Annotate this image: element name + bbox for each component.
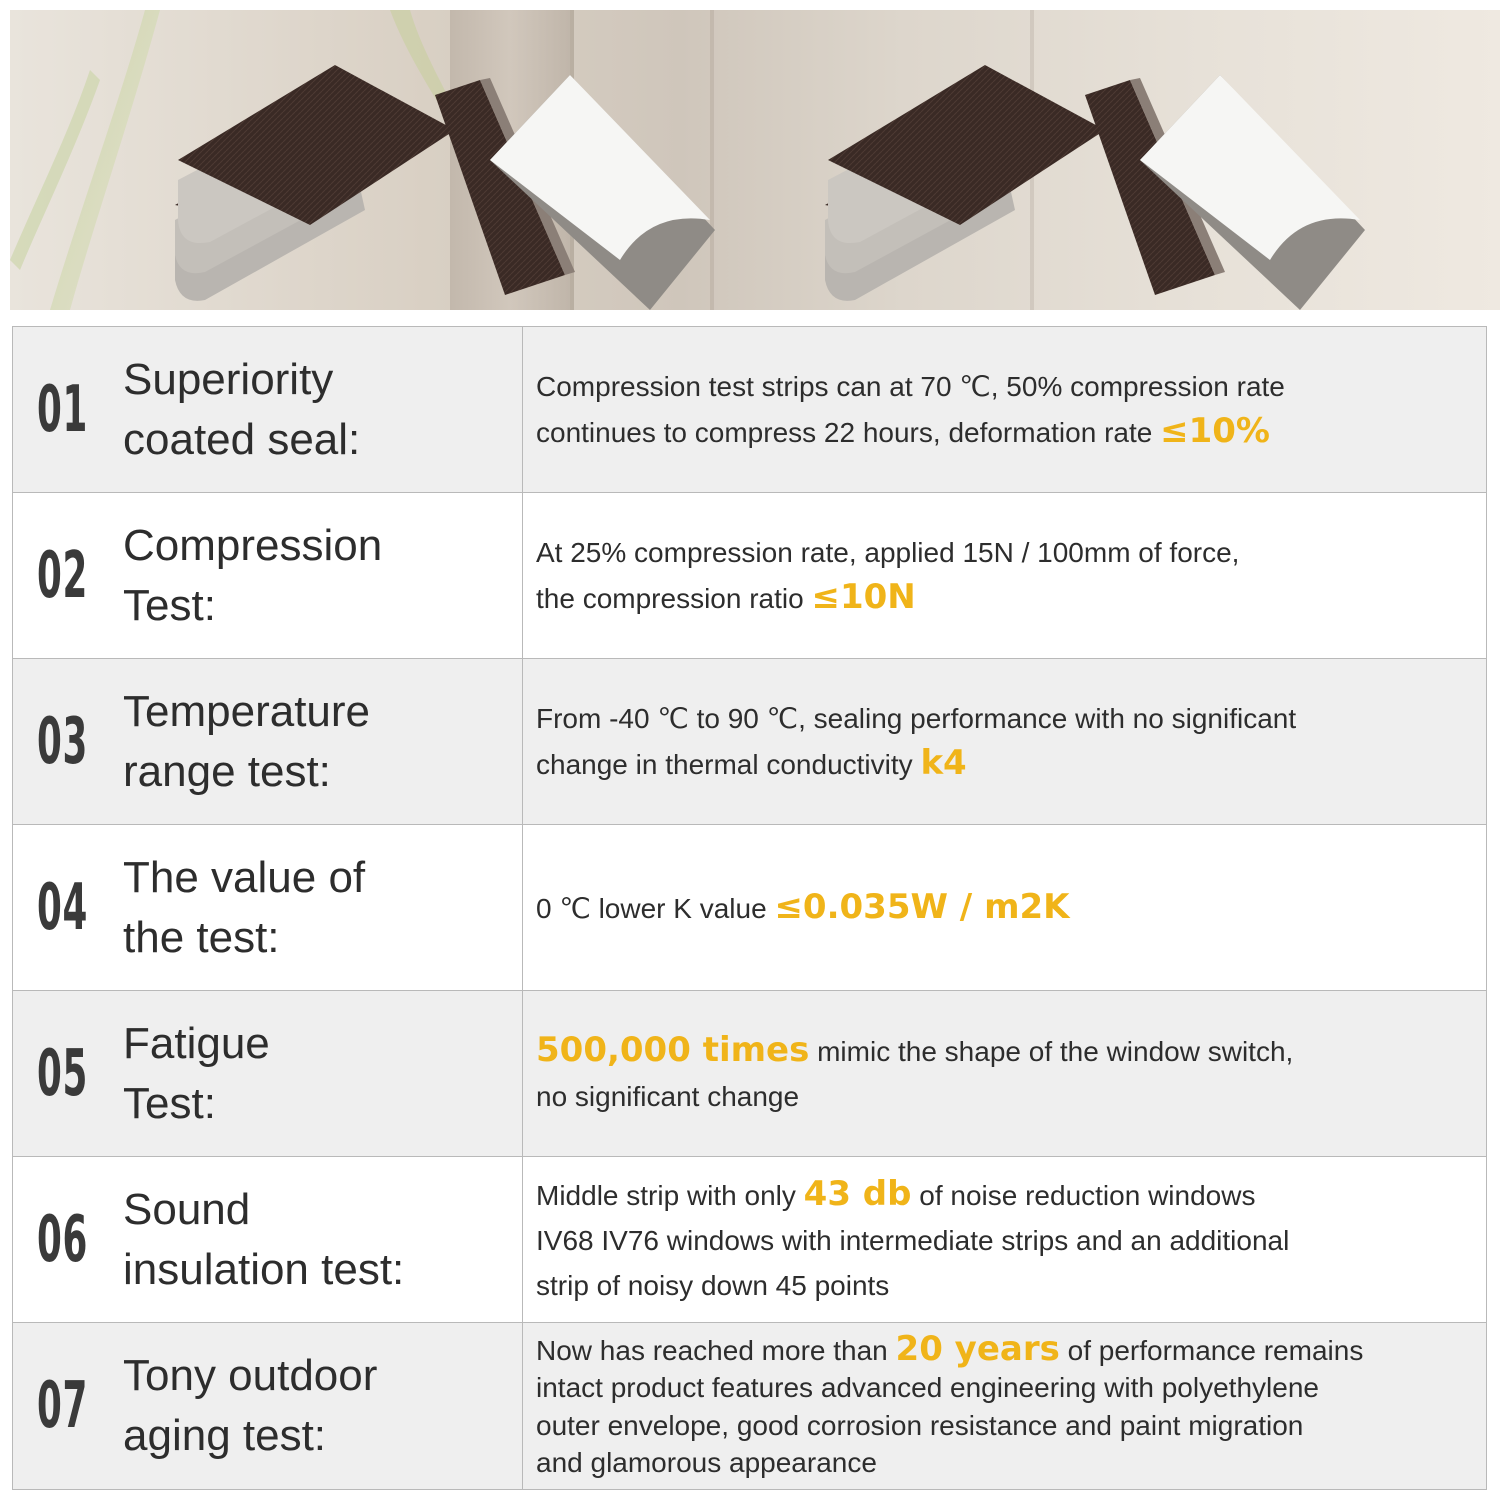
highlight-value: ≤10% <box>1160 411 1270 451</box>
description-line <box>536 741 1296 787</box>
test-name-line: Compression <box>123 520 383 570</box>
test-name-line: insulation test: <box>123 1244 405 1294</box>
spec-name-cell <box>13 825 523 990</box>
spec-row <box>13 1157 1486 1323</box>
description-text: no significant change <box>536 1081 800 1112</box>
description-line <box>536 1328 1364 1370</box>
spec-row <box>13 659 1486 825</box>
test-name-line: Tony outdoor <box>123 1351 378 1400</box>
test-name <box>123 1346 518 1466</box>
spec-row <box>13 327 1486 493</box>
spec-name-cell <box>13 991 523 1156</box>
highlight-value: 500,000 times <box>536 1030 810 1070</box>
description-line <box>536 575 1239 621</box>
description-line <box>536 1444 1363 1482</box>
description-text: of noise reduction windows <box>911 1179 1256 1211</box>
description-line <box>536 1074 1293 1119</box>
spec-name-cell <box>13 1157 523 1322</box>
test-description <box>536 1328 1364 1482</box>
test-name <box>123 1014 518 1134</box>
description-line <box>536 1172 1289 1218</box>
test-description <box>536 364 1285 455</box>
row-number: 05 <box>37 1036 88 1111</box>
test-name-line: range test: <box>123 746 331 796</box>
test-name-line: Superiority <box>123 354 334 404</box>
description-line <box>536 1028 1293 1074</box>
description-text: From -40 ℃ to 90 ℃, sealing performance with no significant <box>536 703 1297 734</box>
test-name <box>123 1180 518 1300</box>
test-name <box>123 516 518 636</box>
spec-description-cell <box>523 991 1486 1156</box>
test-name <box>123 848 518 968</box>
description-text: mimic the shape of the window switch, <box>809 1036 1294 1067</box>
description-line <box>536 1407 1363 1445</box>
spec-name-cell <box>13 493 523 658</box>
description-text: continues to compress 22 hours, deformation rate <box>536 417 1161 448</box>
spec-description-cell <box>523 327 1486 492</box>
highlight-value: 20 years <box>895 1328 1060 1369</box>
test-name-line: Sound <box>123 1184 251 1234</box>
description-line <box>536 1369 1363 1407</box>
spec-description-cell <box>523 493 1486 658</box>
spec-row <box>13 493 1486 659</box>
test-description <box>536 1028 1293 1119</box>
test-description <box>536 1172 1289 1308</box>
spec-name-cell <box>13 327 523 492</box>
spec-row <box>13 825 1486 991</box>
spec-row <box>13 991 1486 1157</box>
test-description <box>536 885 1070 931</box>
row-number: 02 <box>37 538 88 613</box>
description-line <box>536 409 1285 455</box>
row-number: 07 <box>37 1369 88 1443</box>
spec-table <box>12 326 1487 1490</box>
spec-name-cell <box>13 659 523 824</box>
stacked-strips-left <box>175 65 455 301</box>
description-text: Compression test strips can at 70 ℃, 50% compression rate <box>536 371 1285 402</box>
test-name <box>123 682 518 802</box>
description-text: intact product features advanced engineering with polyethylene <box>536 1372 1319 1403</box>
test-description <box>536 696 1296 787</box>
description-line <box>536 1218 1289 1263</box>
spec-description-cell <box>523 825 1486 990</box>
test-description <box>536 530 1239 621</box>
test-name-line: Fatigue <box>123 1018 270 1068</box>
description-text: of performance remains <box>1059 1334 1364 1366</box>
test-name-line: coated seal: <box>123 414 361 464</box>
foam-strips-illustration <box>10 10 1500 310</box>
row-number: 06 <box>37 1202 88 1277</box>
test-name-line: Test: <box>123 1078 216 1128</box>
description-line <box>536 885 1070 931</box>
description-text: the compression ratio <box>536 583 812 614</box>
spec-name-cell <box>13 1323 523 1489</box>
description-text: Middle strip with only <box>536 1179 804 1211</box>
description-text: and glamorous appearance <box>536 1447 877 1478</box>
highlight-value: ≤10N <box>811 577 916 617</box>
spec-description-cell <box>523 1323 1486 1489</box>
description-line <box>536 364 1285 409</box>
description-text: Now has reached more than <box>536 1334 896 1366</box>
spec-description-cell <box>523 659 1486 824</box>
description-text: outer envelope, good corrosion resistance and paint migration <box>536 1409 1304 1441</box>
test-name-line: Test: <box>123 580 216 630</box>
test-name <box>123 350 518 470</box>
row-number: 04 <box>37 870 88 945</box>
test-name-line: the test: <box>123 912 280 962</box>
description-line <box>536 696 1296 741</box>
stacked-strips-right <box>825 65 1365 310</box>
spec-row <box>13 1323 1486 1489</box>
test-name-line: aging test: <box>123 1411 327 1460</box>
test-name-line: The value of <box>123 852 366 902</box>
highlight-value: 43 db <box>803 1173 912 1214</box>
description-line <box>536 1263 1289 1308</box>
description-text: change in thermal conductivity <box>536 749 921 780</box>
description-line <box>536 530 1239 575</box>
product-hero-image <box>10 10 1500 310</box>
row-number: 03 <box>37 704 88 779</box>
spec-description-cell <box>523 1157 1486 1322</box>
description-text: IV68 IV76 windows with intermediate strips and an additional <box>536 1224 1290 1256</box>
highlight-value: ≤0.035W / m2K <box>774 886 1070 927</box>
highlight-value: k4 <box>920 743 967 783</box>
description-text: strip of noisy down 45 points <box>536 1269 890 1301</box>
test-name-line: Temperature <box>123 686 371 736</box>
description-text: At 25% compression rate, applied 15N / 100mm of force, <box>536 537 1240 568</box>
description-text: 0 ℃ lower K value <box>536 892 775 924</box>
row-number: 01 <box>37 372 88 447</box>
